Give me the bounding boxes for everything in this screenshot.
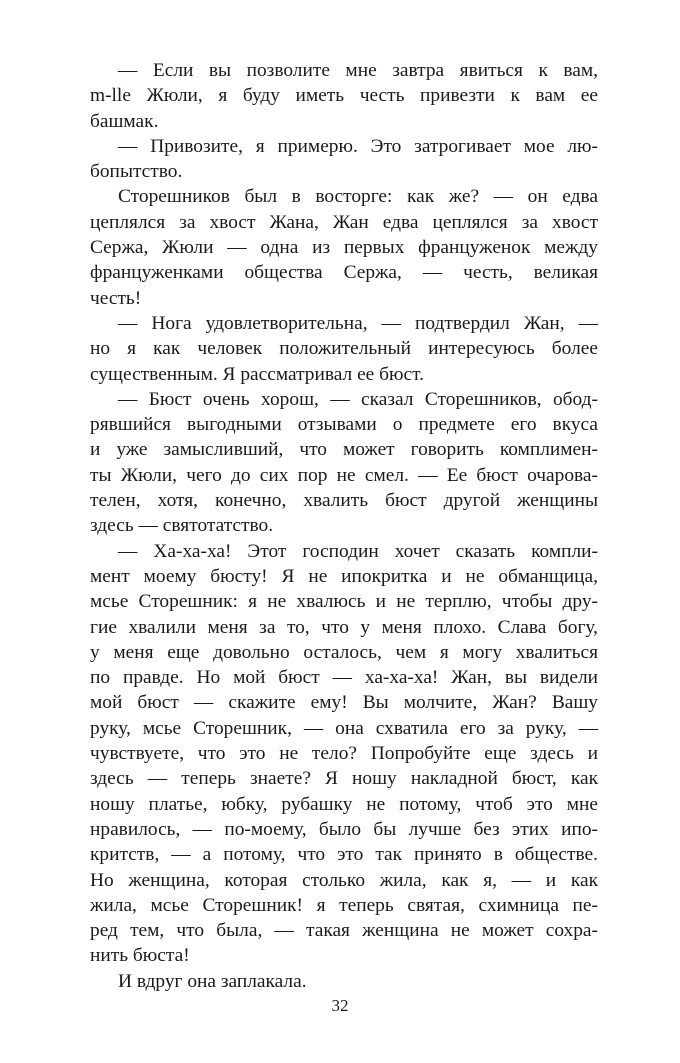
text-line: француженками общества Сержа, — честь, великая [90, 262, 598, 284]
text-line: бопытство. [90, 161, 183, 183]
text-line: — Бюст очень хорош, — сказал Сторешников, обод- [118, 388, 598, 410]
paragraph [90, 184, 598, 310]
text-line: башмак. [90, 110, 159, 132]
text-line: Сторешников был в восторге: как же? — он едва [118, 186, 598, 208]
text-line: но я как человек положительный интересуюсь более [90, 338, 598, 360]
text-line: Но женщина, которая столько жила, как я, — и как [90, 869, 598, 891]
text-line: честь! [90, 287, 142, 309]
text-line: Сержа, Жюли — одна из первых француженок между [90, 237, 598, 259]
text-line: по правде. Но мой бюст — ха-ха-ха! Жан, вы видели [90, 667, 598, 689]
text-line: чувствуете, что это не тело? Попробуйте еще здесь и [90, 743, 598, 765]
page-number: 32 [331, 996, 349, 1015]
paragraph [90, 134, 598, 185]
text-line: мой бюст — скажите ему! Вы молчите, Жан? Вашу [90, 692, 598, 714]
text-line: гие хвалили меня за то, что у меня плохо. Слава богу, [90, 616, 598, 638]
text-line: руку, мсье Сторешник, — она схватила его за руку, — [90, 717, 598, 739]
page-body [90, 58, 598, 994]
text-line: — Если вы позволите мне завтра явиться к вам, [118, 60, 598, 81]
text-line: критств, — а потому, что это так принято в обществе. [90, 844, 598, 866]
text-line: m-lle Жюли, я буду иметь честь привезти к вам ее [90, 85, 598, 107]
text-line: и уже замысливший, что может говорить комплимен- [90, 439, 598, 461]
text-line: жила, мсье Сторешник! я теперь святая, схимница пе- [90, 894, 598, 916]
text-line: существенным. Я рассматривал ее бюст. [90, 363, 424, 385]
text-line: ред тем, что была, — такая женщина не может сохра- [90, 920, 598, 942]
text-line: телен, хотя, конечно, хвалить бюст другой женщины [90, 490, 598, 512]
text-line: ты Жюли, чего до сих пор не смел. — Ее бюст очарова- [90, 464, 598, 486]
text-line: цеплялся за хвост Жана, Жан едва цеплялся за хвост [90, 211, 598, 233]
paragraph [90, 311, 598, 387]
text-line: нравилось, — по-моему, было бы лучше без этих ипо- [90, 818, 598, 840]
paragraph [90, 58, 598, 134]
paragraph [90, 539, 598, 969]
text-line: — Ха-ха-ха! Этот господин хочет сказать компли- [118, 540, 598, 562]
text-line: мсье Сторешник: я не хвалюсь и не терплю, чтобы дру- [90, 591, 598, 613]
paragraph [90, 969, 598, 994]
text-line: у меня еще довольно осталось, чем я могу хвалиться [90, 641, 598, 663]
text-line: рявшийся выгодными отзывами о предмете его вкуса [90, 414, 598, 436]
text-line: И вдруг она заплакала. [118, 970, 307, 992]
text-line: здесь — святотатство. [90, 515, 274, 537]
text-line: здесь — теперь знаете? Я ношу накладной бюст, как [90, 768, 598, 790]
text-line: — Нога удовлетворительна, — подтвердил Жан, — [118, 312, 598, 334]
text-line: мент моему бюсту! Я не ипокритка и не обманщица, [90, 565, 598, 587]
text-line: ношу платье, юбку, рубашку не потому, чтоб это мне [90, 793, 598, 815]
paragraph [90, 387, 598, 539]
text-line: нить бюста! [90, 945, 190, 967]
text-line: — Привозите, я примерю. Это затрогивает мое лю- [118, 135, 598, 157]
text-block [90, 58, 598, 994]
